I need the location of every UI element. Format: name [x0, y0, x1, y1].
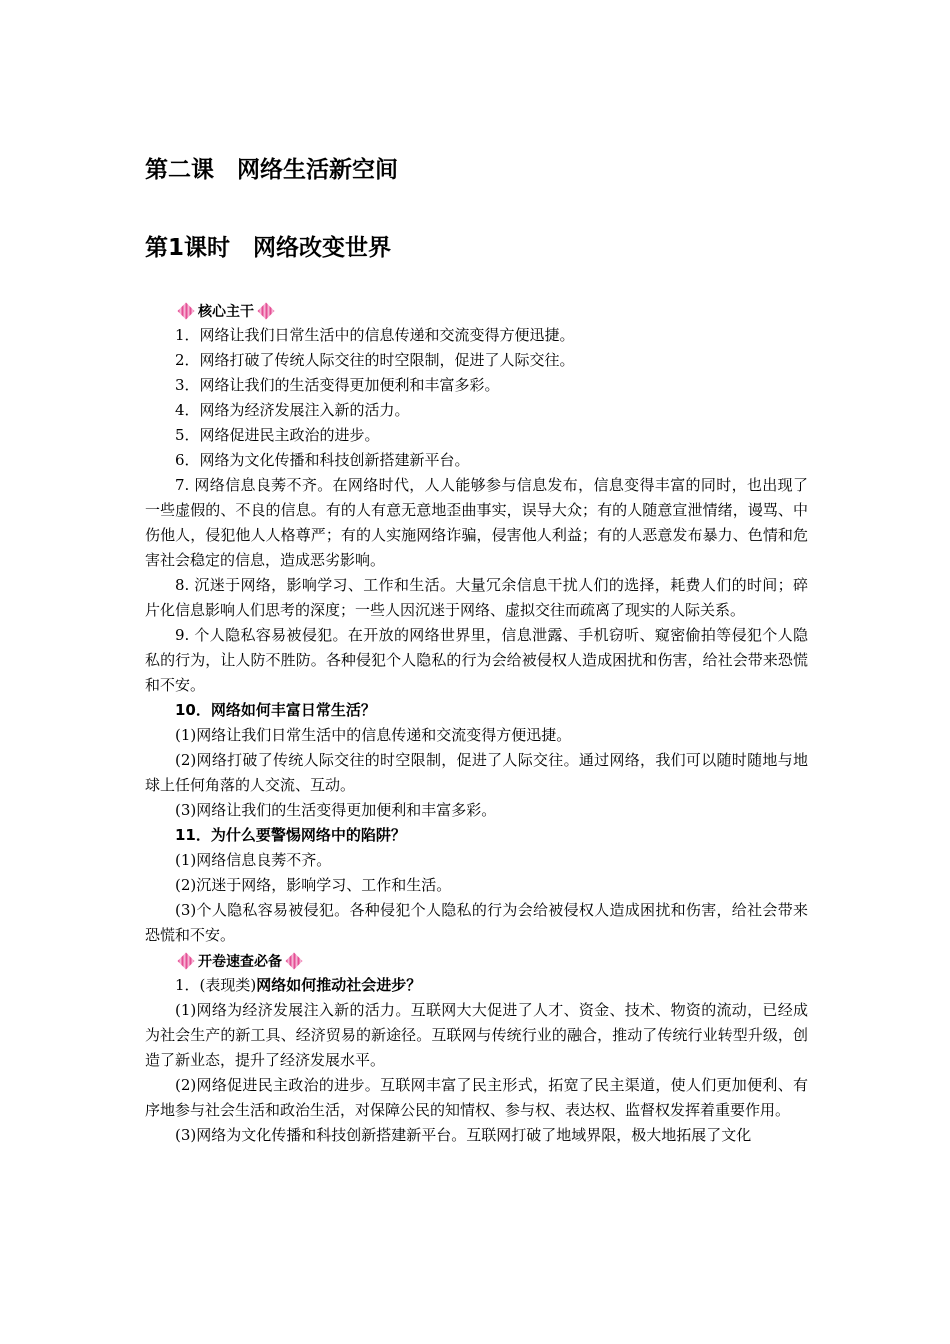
- lesson-title: 第二课 网络生活新空间: [145, 157, 398, 183]
- q10-answer-2: (2)网络打破了传统人际交往的时空限制，促进了人际交往。通过网络，我们可以随时随地与地球上任何角落的人交流、互动。: [145, 751, 808, 794]
- q11-answer-3: (3)个人隐私容易被侵犯。各种侵犯个人隐私的行为会给被侵权人造成困扰和伤害，给社会带来恐慌和不安。: [145, 901, 808, 944]
- diamond-icon: [286, 952, 303, 969]
- core-item-3: 3．网络让我们的生活变得更加便利和丰富多彩。: [175, 376, 500, 394]
- q11-answer-1: (1)网络信息良莠不齐。: [175, 851, 332, 869]
- core-item-2: 2．网络打破了传统人际交往的时空限制，促进了人际交往。: [175, 351, 575, 369]
- q11-answer-2: (2)沉迷于网络，影响学习、工作和生活。: [175, 876, 452, 894]
- open-q1-tag: (表现类): [199, 976, 257, 994]
- lesson-subtitle: 第1课时 网络改变世界: [145, 235, 392, 261]
- open-q1-text: 网络如何推动社会进步？: [256, 976, 422, 994]
- core-item-4: 4．网络为经济发展注入新的活力。: [175, 401, 410, 419]
- q10-answer-3: (3)网络让我们的生活变得更加便利和丰富多彩。: [175, 801, 497, 819]
- core-item-7: 7. 网络信息良莠不齐。在网络时代，人人能够参与信息发布，信息变得丰富的同时，也出现了一些虚假的、不良的信息。有的人有意无意地歪曲事实，误导大众；有的人随意宣泄情绪，谩骂、中伤他人，侵犯他人人格尊严；有的人实施网络诈骗，侵害他人利益；有的人恶意发布暴力、色情和危害社会稳定的信息，造成恶劣影响。: [145, 476, 808, 569]
- diamond-icon: [258, 302, 275, 319]
- open-question-1: [145, 973, 808, 998]
- core-item-8: 8. 沉迷于网络，影响学习、工作和生活。大量冗余信息干扰人们的选择，耗费人们的时间；碎片化信息影响人们思考的深度；一些人因沉迷于网络、虚拟交往而疏离了现实的人际关系。: [145, 576, 808, 619]
- section-open-label: 开卷速查必备: [198, 953, 282, 970]
- diamond-icon: [178, 952, 195, 969]
- open-q1-answer-1: (1)网络为经济发展注入新的活力。互联网大大促进了人才、资金、技术、物资的流动，已经成为社会生产的新工具、经济贸易的新途径。互联网与传统行业的融合，推动了传统行业转型升级，创造了新业态，提升了经济发展水平。: [145, 1001, 808, 1069]
- open-q1-answer-3: (3)网络为文化传播和科技创新搭建新平台。互联网打破了地域界限，极大地拓展了文化: [175, 1126, 752, 1144]
- section-core-heading: [177, 298, 808, 323]
- open-q1-answer-2: (2)网络促进民主政治的进步。互联网丰富了民主形式，拓宽了民主渠道，使人们更加便利、有序地参与社会生活和政治生活，对保障公民的知情权、参与权、表达权、监督权发挥着重要作用。: [145, 1076, 808, 1119]
- core-item-9: 9. 个人隐私容易被侵犯。在开放的网络世界里，信息泄露、手机窃听、窥密偷拍等侵犯个人隐私的行为，让人防不胜防。各种侵犯个人隐私的行为会给被侵权人造成困扰和伤害，给社会带来恐慌和不安。: [145, 626, 808, 694]
- question-10: 10．网络如何丰富日常生活？: [175, 701, 376, 719]
- core-item-5: 5．网络促进民主政治的进步。: [175, 426, 380, 444]
- open-q1-number: 1．: [175, 976, 200, 994]
- q10-answer-1: (1)网络让我们日常生活中的信息传递和交流变得方便迅捷。: [175, 726, 572, 744]
- section-open-heading: [177, 948, 808, 973]
- core-item-6: 6．网络为文化传播和科技创新搭建新平台。: [175, 451, 470, 469]
- page-content: [145, 150, 808, 1148]
- diamond-icon: [178, 302, 195, 319]
- section-core-label: 核心主干: [198, 303, 254, 320]
- question-11: 11．为什么要警惕网络中的陷阱？: [175, 826, 406, 844]
- core-item-1: 1．网络让我们日常生活中的信息传递和交流变得方便迅捷。: [175, 326, 575, 344]
